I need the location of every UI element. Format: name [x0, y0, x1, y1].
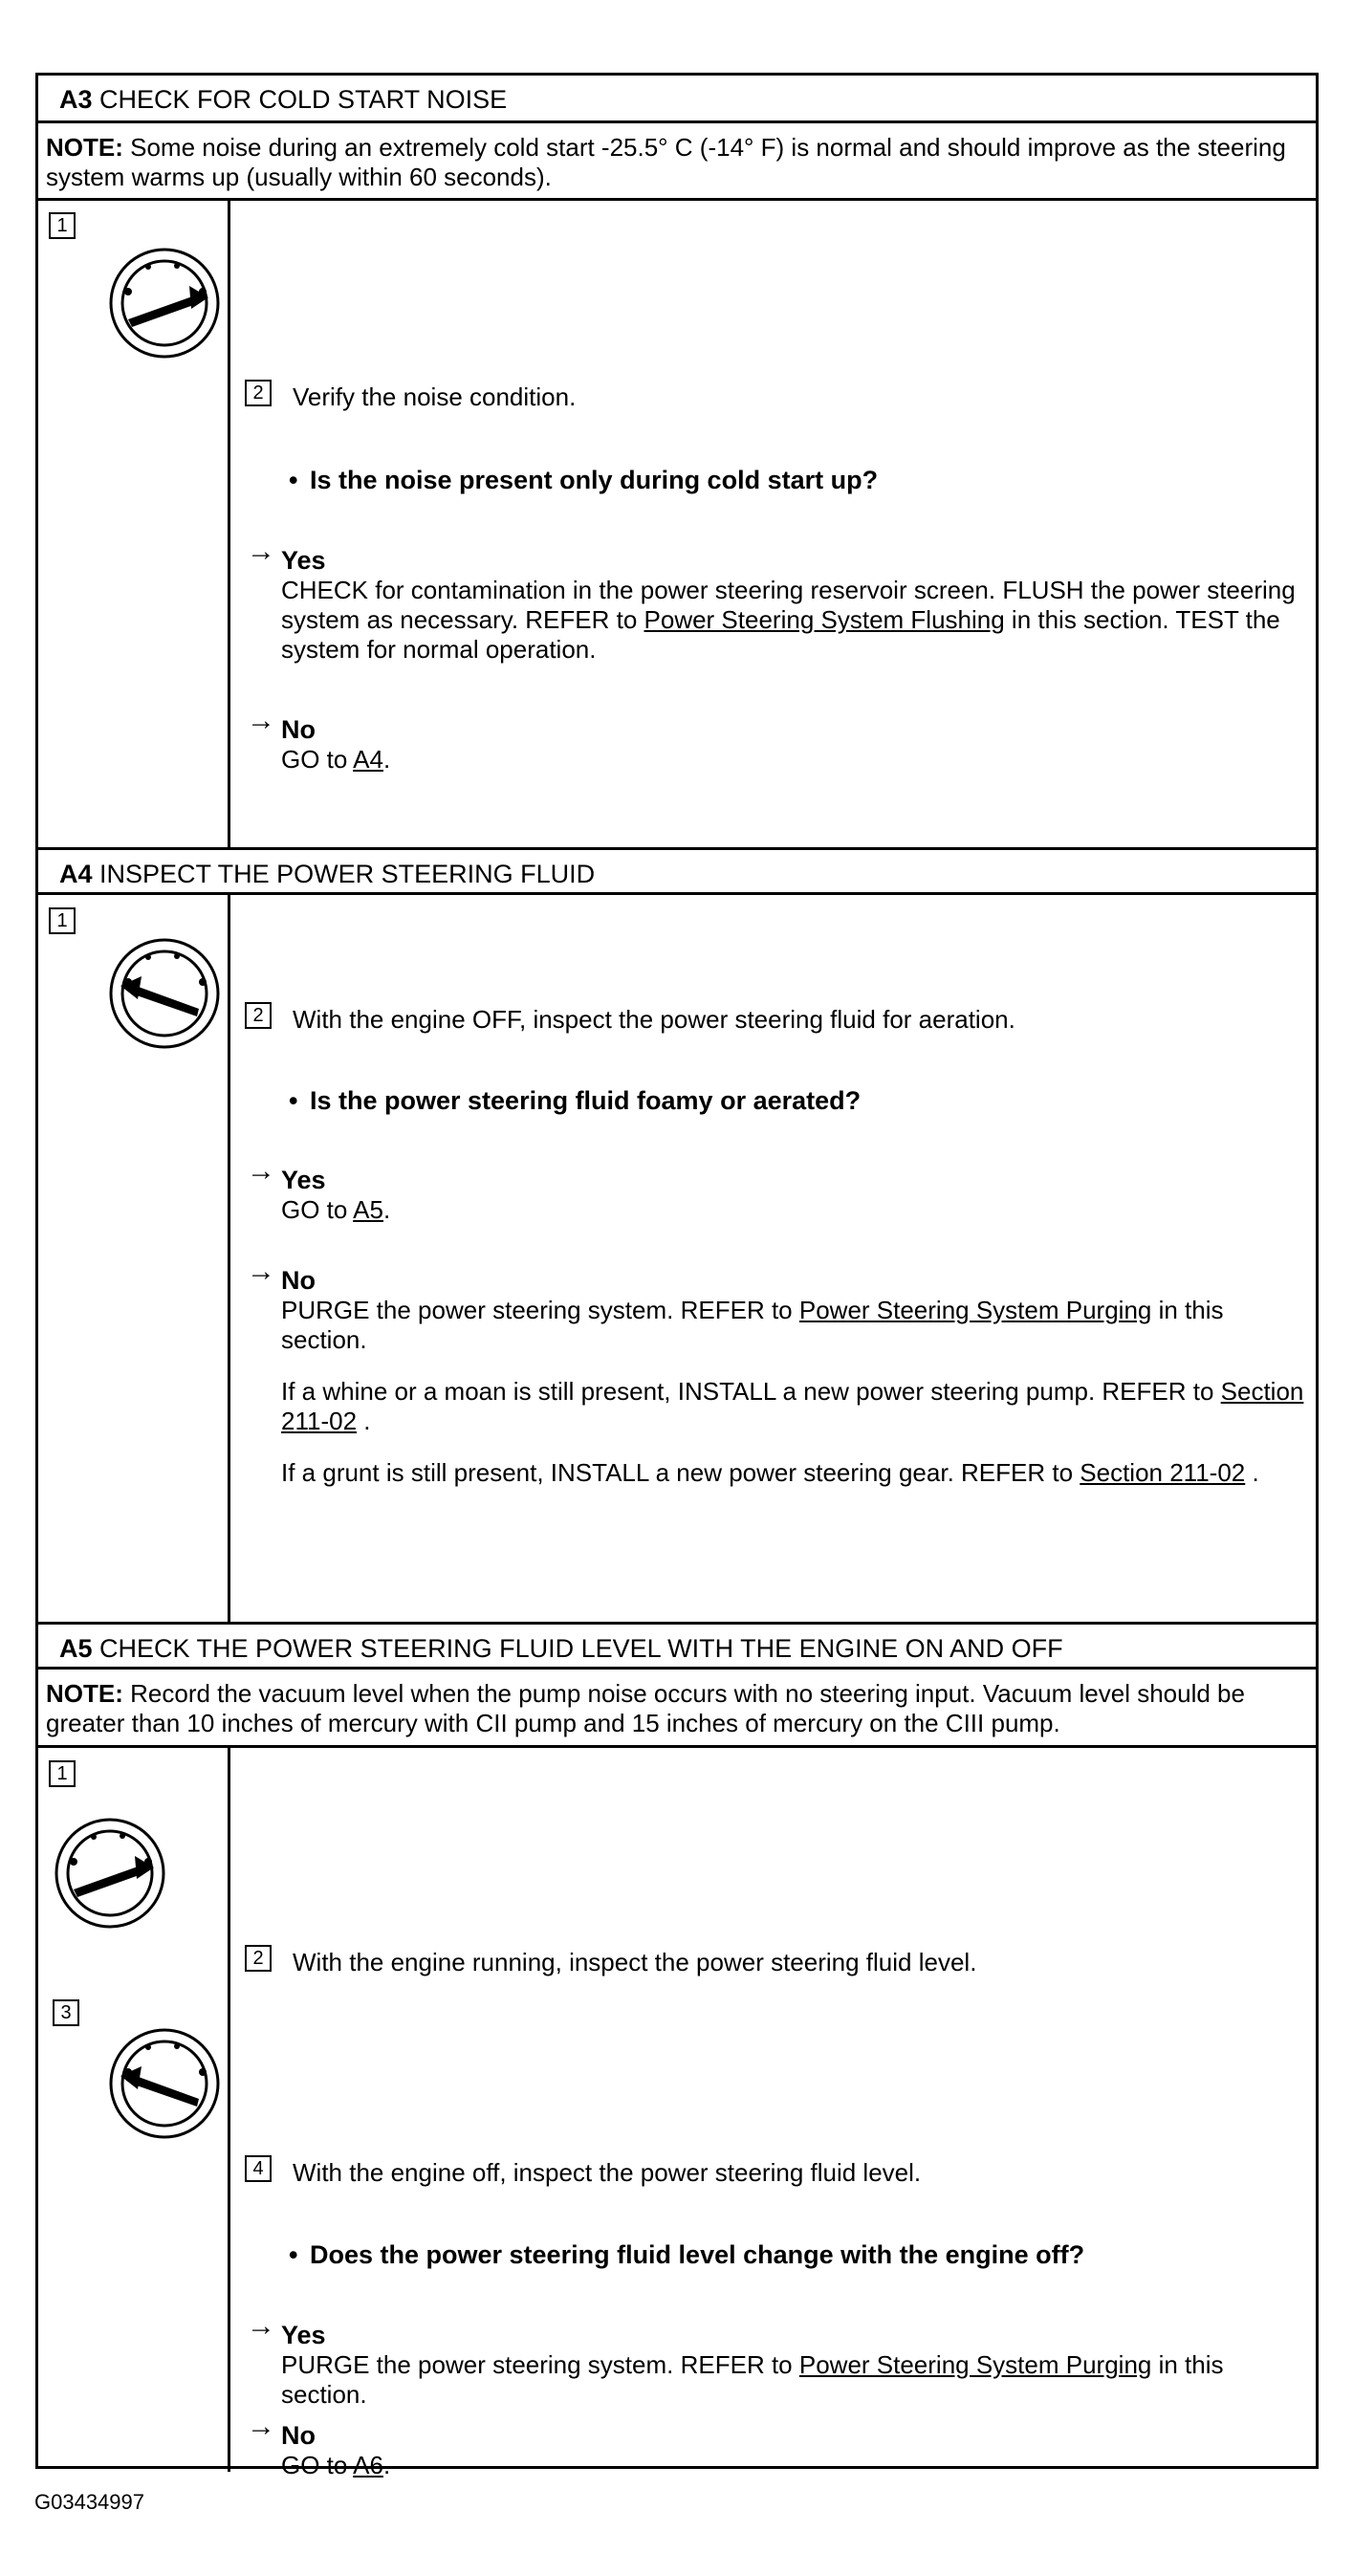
answer-text: PURGE the power steering system. REFER to — [281, 2350, 799, 2379]
step-number-box: 2 — [245, 1945, 272, 1972]
note-a5 — [38, 1670, 1316, 1748]
note-label: NOTE: — [46, 1679, 123, 1708]
step-number-box: 1 — [49, 1760, 76, 1787]
question-bullet: • Is the power steering fluid foamy or aerated? — [289, 1086, 862, 1115]
step-instruction: Verify the noise condition. — [293, 382, 577, 411]
link-section-211-02[interactable]: Section 211-02 — [281, 1377, 1304, 1435]
section-header-a5 — [38, 1622, 1316, 1670]
answer-text: If a whine or a moan is still present, INSTALL a new power steering pump. REFER to — [281, 1377, 1221, 1406]
step-number-box: 1 — [49, 212, 76, 239]
answer-no — [247, 2411, 1304, 2480]
answer-text: PURGE the power steering system. REFER to — [281, 1296, 799, 1324]
answer-label: No — [281, 1266, 316, 1295]
section-id: A3 — [59, 85, 93, 114]
answer-text: GO to — [281, 745, 354, 774]
arrow-right-icon: → — [247, 2411, 275, 2442]
section-title: CHECK THE POWER STEERING FLUID LEVEL WITH THE ENGINE ON AND OFF — [99, 1634, 1063, 1663]
answer-text: GO to — [281, 2451, 354, 2479]
answer-yes — [247, 535, 1304, 665]
ignition-switch-on-icon — [53, 1816, 167, 1931]
question-bullet: • Is the noise present only during cold start up? — [289, 466, 879, 494]
arrow-right-icon: → — [247, 1155, 275, 1187]
note-text: Record the vacuum level when the pump noise occurs with no steering input. Vacuum level should be greater than 10 inches of mercury with CII pump and 15 inches of mercury on the CIII pump. — [46, 1679, 1245, 1737]
ignition-switch-off-icon — [107, 936, 222, 1051]
section-id: A4 — [59, 860, 93, 888]
answer-text: . — [382, 745, 391, 774]
link-a6[interactable]: A6 — [353, 2451, 383, 2479]
section-title: INSPECT THE POWER STEERING FLUID — [99, 860, 596, 888]
ignition-switch-on-icon — [107, 246, 222, 360]
answer-text: . — [382, 1195, 391, 1224]
question-text: Is the power steering fluid foamy or aerated? — [310, 1086, 862, 1115]
link-flushing[interactable]: Power Steering System Flushing — [644, 605, 1005, 634]
figure-code: G03434997 — [34, 2490, 144, 2514]
answer-yes — [247, 1155, 1304, 1225]
answer-label: Yes — [281, 2321, 326, 2349]
answer-label: No — [281, 715, 316, 744]
arrow-right-icon: → — [247, 2310, 275, 2342]
question-bullet: • Does the power steering fluid level change with the engine off? — [289, 2240, 1085, 2269]
step-number-box: 4 — [245, 2155, 272, 2182]
note-text: Some noise during an extremely cold start -25.5° C (-14° F) is normal and should improve as the steering system warms up (usually within 60 seconds). — [46, 133, 1286, 191]
section-header-a4 — [38, 847, 1316, 895]
answer-text: CHECK for contamination in the power steering reservoir screen. FLUSH the power steering system as necessary. REFER to — [281, 576, 1296, 634]
answer-no — [247, 1255, 1304, 1488]
step-number-box: 3 — [53, 1999, 79, 2026]
arrow-right-icon: → — [247, 535, 275, 567]
note-label: NOTE: — [46, 133, 123, 162]
answer-text: in this section. — [281, 2350, 1224, 2409]
column-divider — [228, 1748, 230, 2472]
link-section-211-02[interactable]: Section 211-02 — [1080, 1458, 1246, 1487]
step-instruction: With the engine running, inspect the power steering fluid level. — [293, 1948, 977, 1976]
answer-text: GO to — [281, 1195, 354, 1224]
answer-text: . — [357, 1407, 371, 1435]
answer-text: . — [1245, 1458, 1259, 1487]
section-header-a3 — [38, 76, 1316, 123]
answer-text: in this section. — [281, 1296, 1224, 1354]
link-purging[interactable]: Power Steering System Purging — [798, 2350, 1152, 2379]
section-title: CHECK FOR COLD START NOISE — [99, 85, 508, 114]
link-purging[interactable]: Power Steering System Purging — [798, 1296, 1152, 1324]
answer-yes — [247, 2310, 1304, 2410]
diagnostic-table — [35, 73, 1319, 2479]
link-a5[interactable]: A5 — [353, 1195, 383, 1224]
step-instruction: With the engine off, inspect the power steering fluid level. — [293, 2158, 922, 2187]
column-divider — [228, 895, 230, 1622]
step-number-box: 2 — [245, 1002, 272, 1029]
arrow-right-icon: → — [247, 1255, 275, 1287]
answer-label: No — [281, 2421, 316, 2450]
ignition-switch-off-icon — [107, 2026, 222, 2141]
column-divider — [228, 201, 230, 847]
note-a3 — [38, 123, 1316, 201]
step-instruction: With the engine OFF, inspect the power steering fluid for aeration. — [293, 1005, 1015, 1034]
section-id: A5 — [59, 1634, 93, 1663]
link-a4[interactable]: A4 — [353, 745, 383, 774]
question-text: Does the power steering fluid level change with the engine off? — [310, 2240, 1085, 2269]
arrow-right-icon: → — [247, 705, 275, 736]
answer-text: . — [382, 2451, 391, 2479]
answer-label: Yes — [281, 1166, 326, 1194]
answer-no — [247, 705, 1304, 775]
answer-text: in this section. TEST the system for normal operation. — [281, 605, 1280, 664]
answer-text: If a grunt is still present, INSTALL a new power steering gear. REFER to — [281, 1458, 1080, 1487]
answer-label: Yes — [281, 546, 326, 575]
step-number-box: 2 — [245, 380, 272, 406]
question-text: Is the noise present only during cold start up? — [310, 466, 879, 494]
step-number-box: 1 — [49, 907, 76, 934]
